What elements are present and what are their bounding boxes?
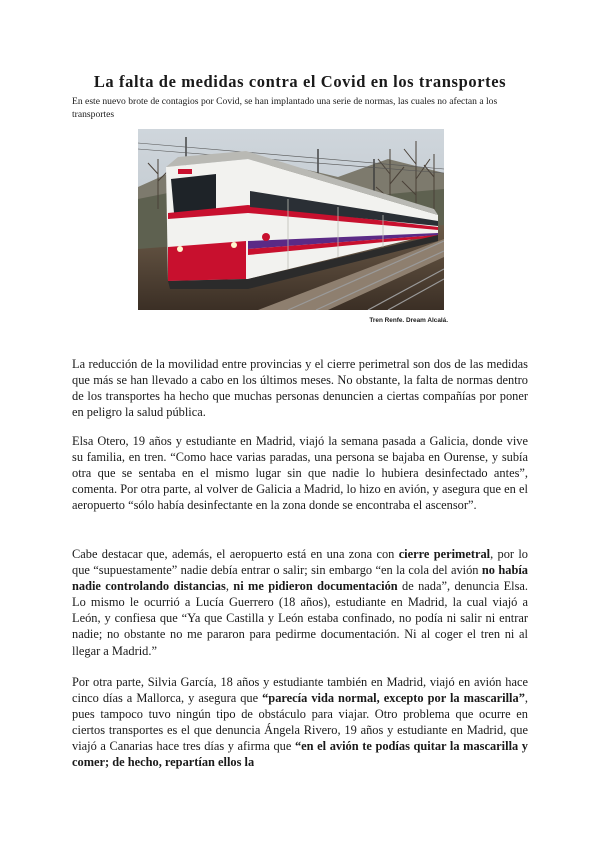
paragraph-4 (72, 674, 528, 771)
paragraph-4-bold-1: “parecía vida normal, excepto por la mascarilla” (262, 691, 525, 706)
paragraph-4-text-2: , pues tampoco tuvo ningún tipo de obstáculo para viajar. Otro problema que ocurre en ciertos transportes es el que denuncia Ángela Rivero, 19 años y estudiante en Madrid, que viajó a Canarias hace tres días y afirma que (72, 691, 528, 754)
paragraph-3-bold-1: cierre perimetral (398, 547, 491, 561)
image-caption: Tren Renfe. Dream Alcalá. (369, 317, 448, 324)
paragraph-2: Elsa Otero, 19 años y estudiante en Madrid, viajó la semana pasada a Galicia, donde vive su familia, en tren. “Como hace varias paradas, una persona se bajaba en Ourense, y subía otra que se sentaba en el mismo lugar sin que nadie lo hubiera desinfectado antes”, comenta. Por otra parte, al volver de Galicia a Madrid, lo hizo en avión, y asegura que en el aeropuerto “sólo había desinfectante en la zona donde se encontraba el ascensor”. (72, 434, 528, 513)
paragraph-3 (72, 546, 528, 659)
paragraph-3-text-2: , por lo que “supuestamente” nadie debía entrar o salir; sin embargo “en la cola del avión (72, 547, 529, 578)
article-title: La falta de medidas contra el Covid en los transportes (93, 72, 507, 91)
paragraph-3-bold-3: ni me pidieron documentación (233, 579, 398, 594)
paragraph-3-text-1: Cabe destacar que, además, el aeropuerto está en una zona con (72, 547, 399, 561)
paragraph-3-bold-2: no había nadie controlando distancias (72, 563, 528, 594)
paragraph-4-text-1: Por otra parte, Silvia García, 18 años y estudiante también en Madrid, viajó en avión hace cinco días a Mallorca, y asegura que (72, 675, 528, 706)
paragraph-1: La reducción de la movilidad entre provincias y el cierre perimetral son dos de las medidas que más se han llevado a cabo en los últimos meses. No obstante, la falta de normas dentro de los transportes ha hecho que muchas personas denuncien a ciertas compañías por poner en peligro la salud pública. (72, 357, 528, 420)
train-photo (138, 129, 444, 310)
paragraph-3-text-4: de nada”, denuncia Elsa. Lo mismo le ocurrió a Lucía Guerrero (18 años), estudiante en Madrid, la cual viajó a León, y confiesa que “Ya que Castilla y León estaba confinado, no podía ni salir ni entrar nadie; no obstante no me pararon para pedirme documentación. Ni al coger el tren ni al llegar a Madrid.” (72, 579, 529, 658)
paragraph-4-bold-2: “en el avión te podías quitar la mascarilla y comer; de hecho, repartían ellos la (72, 739, 528, 770)
paragraph-3-text-3: , (225, 579, 234, 594)
article-subtitle: En este nuevo brote de contagios por Covid, se han implantado una serie de normas, las cuales no afectan a los transportes (72, 96, 498, 120)
